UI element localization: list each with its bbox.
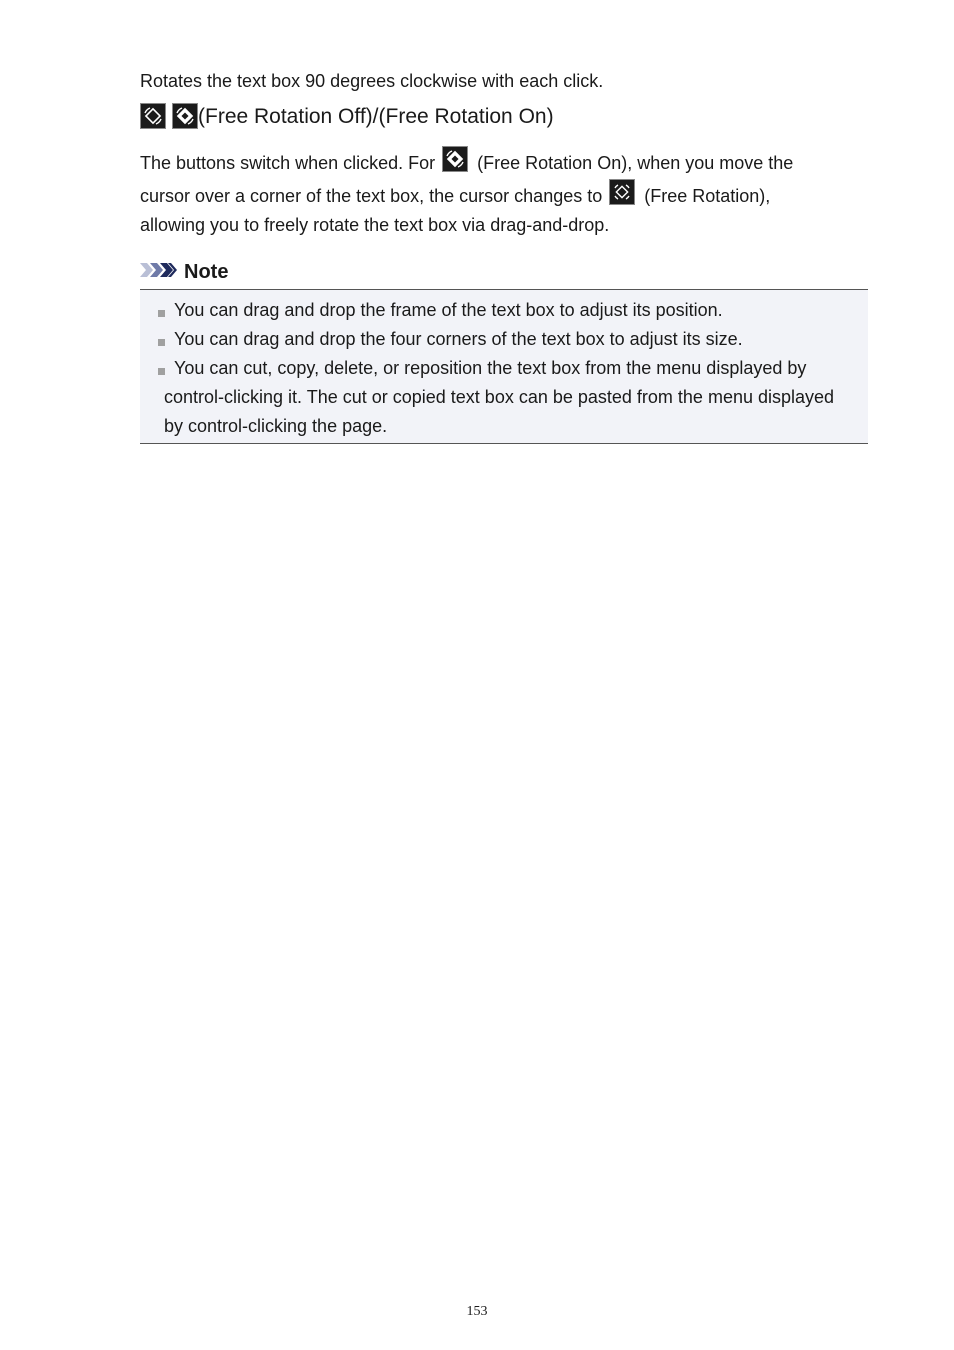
bullet-icon [158,339,165,346]
free-rotation-on-icon [442,146,468,172]
note-list [140,290,868,441]
free-rotation-cursor-icon [609,179,635,205]
note-chevron-icon [140,261,178,284]
note-heading [140,258,228,286]
free-rotation-heading [140,101,554,131]
description-line-2 [140,179,868,212]
description-text: cursor over a corner of the text box, the cursor changes to [140,186,608,206]
description-text: (Free Rotation), [639,186,771,206]
description-text: The buttons switch when clicked. For [140,153,441,173]
free-rotation-off-icon [140,103,166,129]
note-box [140,289,868,444]
page-number: 153 [466,1304,488,1319]
note-item-text: You can cut, copy, delete, or reposition the text box from the menu displayed by control-clicking it. The cut or copied text box can be pasted from the menu displayed by control-clicking the page. [164,358,835,436]
note-title: Note [184,260,229,283]
description-line-1 [140,146,868,179]
note-item [164,296,868,325]
free-rotation-on-icon [172,103,198,129]
description-paragraph [140,146,868,238]
note-item [164,325,868,354]
heading-text: (Free Rotation Off)/(Free Rotation On) [198,105,554,128]
note-item [164,354,868,441]
description-line-3: allowing you to freely rotate the text box via drag-and-drop. [140,215,610,235]
bullet-icon [158,310,165,317]
description-text: (Free Rotation On), when you move the [472,153,794,173]
intro-text: Rotates the text box 90 degrees clockwise with each click. [140,71,604,91]
note-item-text: You can drag and drop the four corners of the text box to adjust its size. [174,329,743,349]
note-item-text: You can drag and drop the frame of the text box to adjust its position. [174,300,723,320]
bullet-icon [158,368,165,375]
